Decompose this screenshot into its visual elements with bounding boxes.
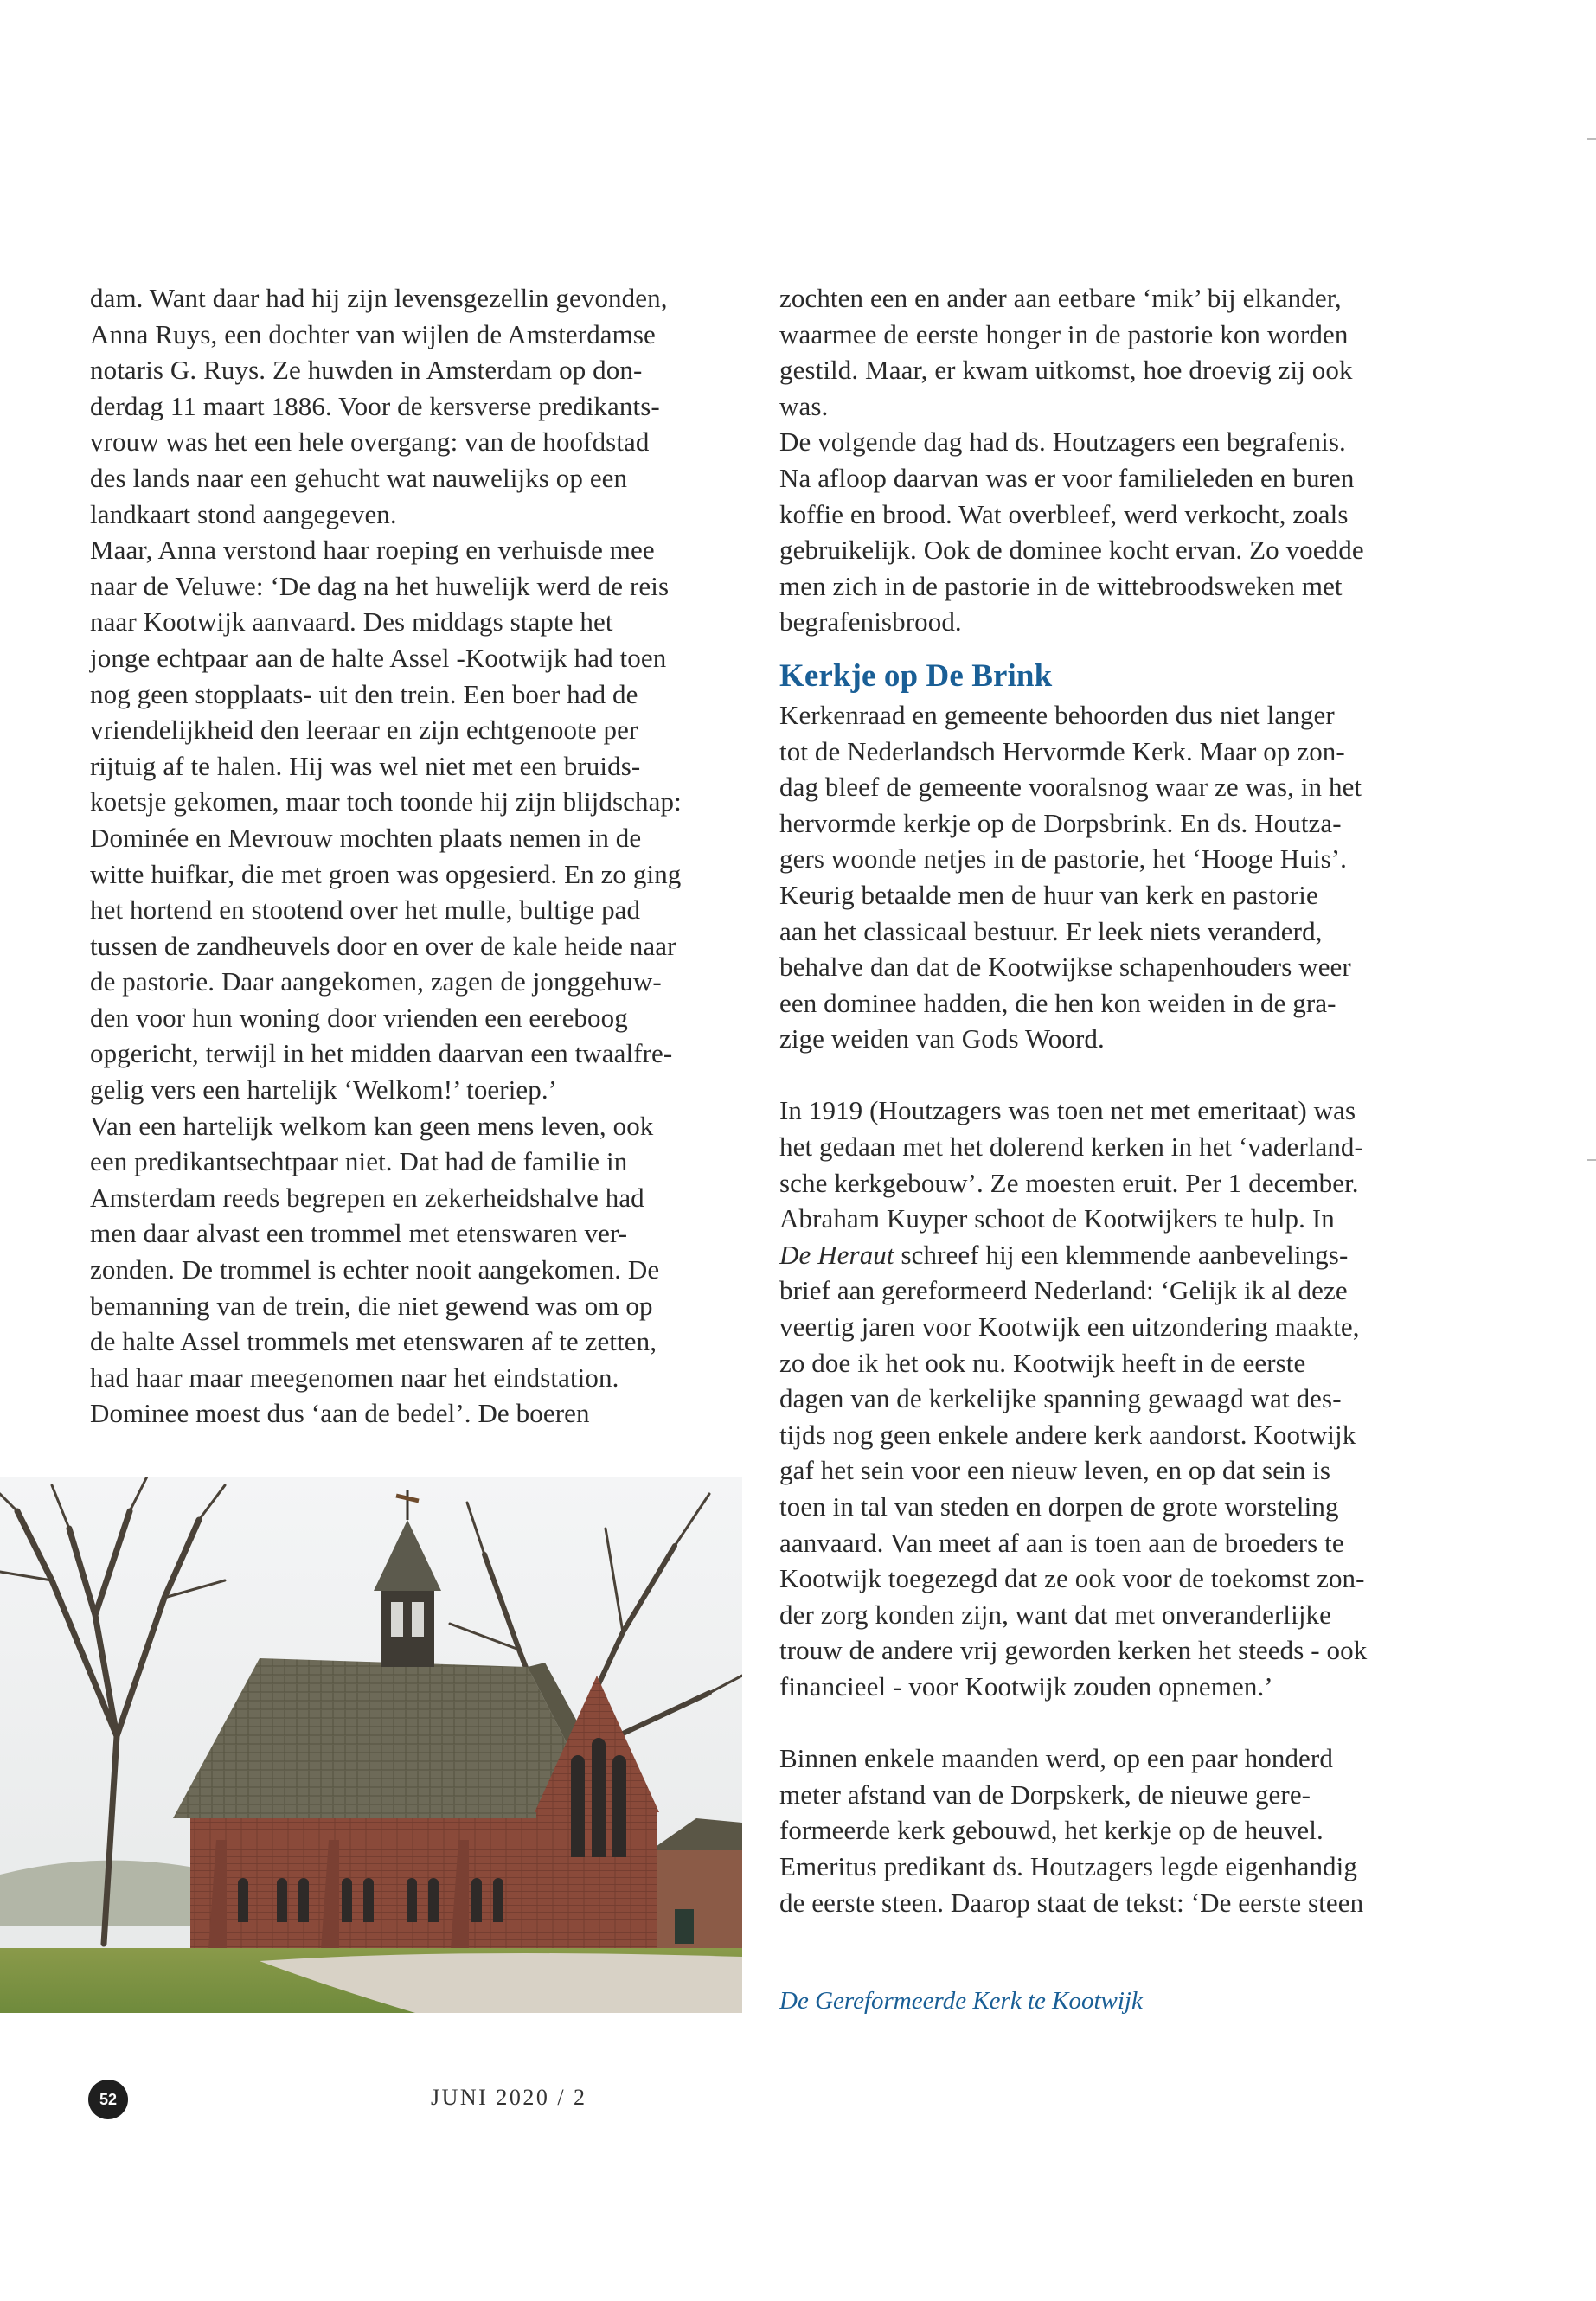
text-line: Amsterdam reeds begrepen en zekerheidshalve had	[90, 1182, 644, 1213]
text-line: De Heraut schreef hij een klemmende aanbevelings-	[779, 1239, 1349, 1270]
text-line: men daar alvast een trommel met etenswaren ver-	[90, 1218, 628, 1249]
text-line: aanvaard. Van meet af aan is toen aan de broeders te	[779, 1527, 1344, 1558]
text-line: derdag 11 maart 1886. Voor de kersverse predikants-	[90, 390, 660, 421]
paragraph-bouw	[779, 1740, 1450, 1920]
church-photo	[0, 1477, 742, 2013]
text-line: landkaart stond aangegeven.	[90, 498, 397, 529]
text-line: koetsje gekomen, maar toch toonde hij zijn blijdschap:	[90, 786, 682, 817]
text-line: vriendelijkheid den leeraar en zijn echtgenoote per	[90, 715, 638, 746]
edge-mark	[1587, 138, 1596, 140]
edge-mark	[1587, 1159, 1596, 1161]
text-line: dag bleef de gemeente vooralsnog waar ze was, in het	[779, 772, 1362, 803]
text-line: Abraham Kuyper schoot de Kootwijkers te hulp. In	[779, 1203, 1335, 1234]
text-line: Binnen enkele maanden werd, op een paar honderd	[779, 1743, 1333, 1774]
paragraph-1919	[779, 1093, 1450, 1704]
text-line: rijtuig af te halen. Hij was wel niet met een bruids-	[90, 750, 641, 781]
text-line: veertig jaren voor Kootwijk een uitzondering maakte,	[779, 1311, 1360, 1343]
text-line: een dominee hadden, die hen kon weiden in de gra-	[779, 987, 1336, 1018]
text-line: tijds nog geen enkele andere kerk aandorst. Kootwijk	[779, 1419, 1356, 1450]
text-line: Dominee moest dus ‘aan de bedel’. De boeren	[90, 1398, 590, 1429]
text-line: notaris G. Ruys. Ze huwden in Amsterdam op don-	[90, 355, 643, 386]
text-line: nog geen stopplaats- uit den trein. Een boer had de	[90, 678, 638, 709]
text-line: witte huifkar, die met groen was opgesierd. En zo ging	[90, 858, 682, 889]
text-line: Keurig betaalde men de huur van kerk en pastorie	[779, 879, 1318, 910]
page-number-badge: 52	[88, 2080, 128, 2119]
text-line: de eerste steen. Daarop staat de tekst: ‘De eerste steen	[779, 1887, 1364, 1918]
text-line: sche kerkgebouw’. Ze moesten eruit. Per 1 december.	[779, 1167, 1359, 1198]
text-line: opgericht, terwijl in het midden daarvan een twaalfre-	[90, 1038, 673, 1069]
text-line: gaf het sein voor een nieuw leven, en op dat sein is	[779, 1455, 1331, 1486]
text-line: naar Kootwijk aanvaard. Des middags stapte het	[90, 606, 613, 638]
text-line: tot de Nederlandsch Hervormde Kerk. Maar op zon-	[779, 735, 1345, 766]
text-line: zo doe ik het ook nu. Kootwijk heeft in de eerste	[779, 1347, 1306, 1378]
text-line: het gedaan met het dolerend kerken in het ‘vaderland-	[779, 1131, 1363, 1163]
text-line: behalve dan dat de Kootwijkse schapenhouders weer	[779, 952, 1351, 983]
text-line: was.	[779, 390, 829, 421]
text-line: Dominée en Mevrouw mochten plaats nemen in de	[90, 822, 642, 853]
text-line: aan het classicaal bestuur. Er leek niets veranderd,	[779, 915, 1323, 946]
text-line: koffie en brood. Wat overbleef, werd verkocht, zoals	[779, 498, 1349, 529]
text-line: hervormde kerkje op de Dorpsbrink. En ds. Houtza-	[779, 807, 1342, 838]
text-line: had haar maar meegenomen naar het eindstation.	[90, 1362, 619, 1393]
text-line: zochten een en ander aan eetbare ‘mik’ bij elkander,	[779, 283, 1342, 313]
text-line: gelig vers een hartelijk ‘Welkom!’ toeriep.’	[90, 1074, 558, 1106]
right-column	[779, 280, 1450, 1920]
paragraph-kerkje	[779, 697, 1450, 1057]
left-column	[90, 280, 747, 1432]
photo-caption: De Gereformeerde Kerk te Kootwijk	[779, 1987, 1143, 2015]
text-line: den voor hun woning door vrienden een eereboog	[90, 1002, 628, 1033]
text-line: men zich in de pastorie in de wittebroodsweken met	[779, 570, 1343, 601]
text-line: de halte Assel trommels met etenswaren af te zetten,	[90, 1326, 657, 1357]
text-line: bemanning van de trein, die niet gewend was om op	[90, 1290, 653, 1321]
text-line: der zorg konden zijn, want dat met onveranderlijke	[779, 1599, 1331, 1630]
paragraph-pastorie	[779, 280, 1450, 640]
text-line: dagen van de kerkelijke spanning gewaagd wat des-	[779, 1383, 1342, 1414]
text-line: formeerde kerk gebouwd, het kerkje op de heuvel.	[779, 1815, 1324, 1846]
text-line: brief aan gereformeerd Nederland: ‘Gelijk ik al deze	[779, 1275, 1348, 1306]
text-line: In 1919 (Houtzagers was toen net met emeritaat) was	[779, 1095, 1356, 1126]
text-line: toen in tal van steden en dorpen de grote worsteling	[779, 1491, 1339, 1522]
text-line: vrouw was het een hele overgang: van de hoofdstad	[90, 426, 650, 458]
text-line: Maar, Anna verstond haar roeping en verhuisde mee	[90, 535, 655, 566]
text-line: begrafenisbrood.	[779, 606, 962, 638]
text-line: financieel - voor Kootwijk zouden opnemen.’	[779, 1670, 1273, 1702]
text-line: een predikantsechtpaar niet. Dat had de familie in	[90, 1146, 628, 1177]
text-line: meter afstand van de Dorpskerk, de nieuwe gere-	[779, 1779, 1311, 1810]
text-line: Van een hartelijk welkom kan geen mens leven, ook	[90, 1110, 654, 1141]
text-line: tussen de zandheuvels door en over de kale heide naar	[90, 930, 676, 961]
text-line: gestild. Maar, er kwam uitkomst, hoe droevig zij ook	[779, 355, 1353, 386]
text-line: des lands naar een gehucht wat nauwelijks op een	[90, 462, 628, 493]
text-line: waarmee de eerste honger in de pastorie kon worden	[779, 318, 1349, 349]
text-line: de pastorie. Daar aangekomen, zagen de jonggehuw-	[90, 966, 662, 997]
text-line: Kerkenraad en gemeente behoorden dus niet langer	[779, 699, 1335, 730]
text-line: naar de Veluwe: ‘De dag na het huwelijk werd de reis	[90, 570, 670, 601]
text-line: Anna Ruys, een dochter van wijlen de Amsterdamse	[90, 318, 656, 349]
publication-title: De Heraut	[779, 1239, 894, 1270]
issue-label: JUNI 2020 / 2	[431, 2085, 587, 2110]
text-line: gebruikelijk. Ook de dominee kocht ervan. Zo voedde	[779, 535, 1364, 566]
text-line: trouw de andere vrij geworden kerken het steeds - ook	[779, 1635, 1368, 1666]
text-line: Kootwijk toegezegd dat ze ook voor de toekomst zon-	[779, 1563, 1365, 1594]
text-line: jonge echtpaar aan de halte Assel -Kootwijk had toen	[90, 642, 667, 673]
text-line: het hortend en stootend over het mulle, bultige pad	[90, 894, 641, 926]
text-line: zonden. De trommel is echter nooit aangekomen. De	[90, 1254, 660, 1285]
text-line: Na afloop daarvan was er voor familieleden en buren	[779, 462, 1355, 493]
text-line: gers woonde netjes in de pastorie, het ‘Hooge Huis’.	[779, 843, 1348, 875]
section-heading: Kerkje op De Brink	[779, 657, 1053, 694]
text-line: dam. Want daar had hij zijn levensgezellin gevonden,	[90, 283, 668, 313]
text-line: zige weiden van Gods Woord.	[779, 1023, 1105, 1054]
text-line: De volgende dag had ds. Houtzagers een begrafenis.	[779, 426, 1346, 458]
text-line: Emeritus predikant ds. Houtzagers legde eigenhandig	[779, 1850, 1357, 1881]
